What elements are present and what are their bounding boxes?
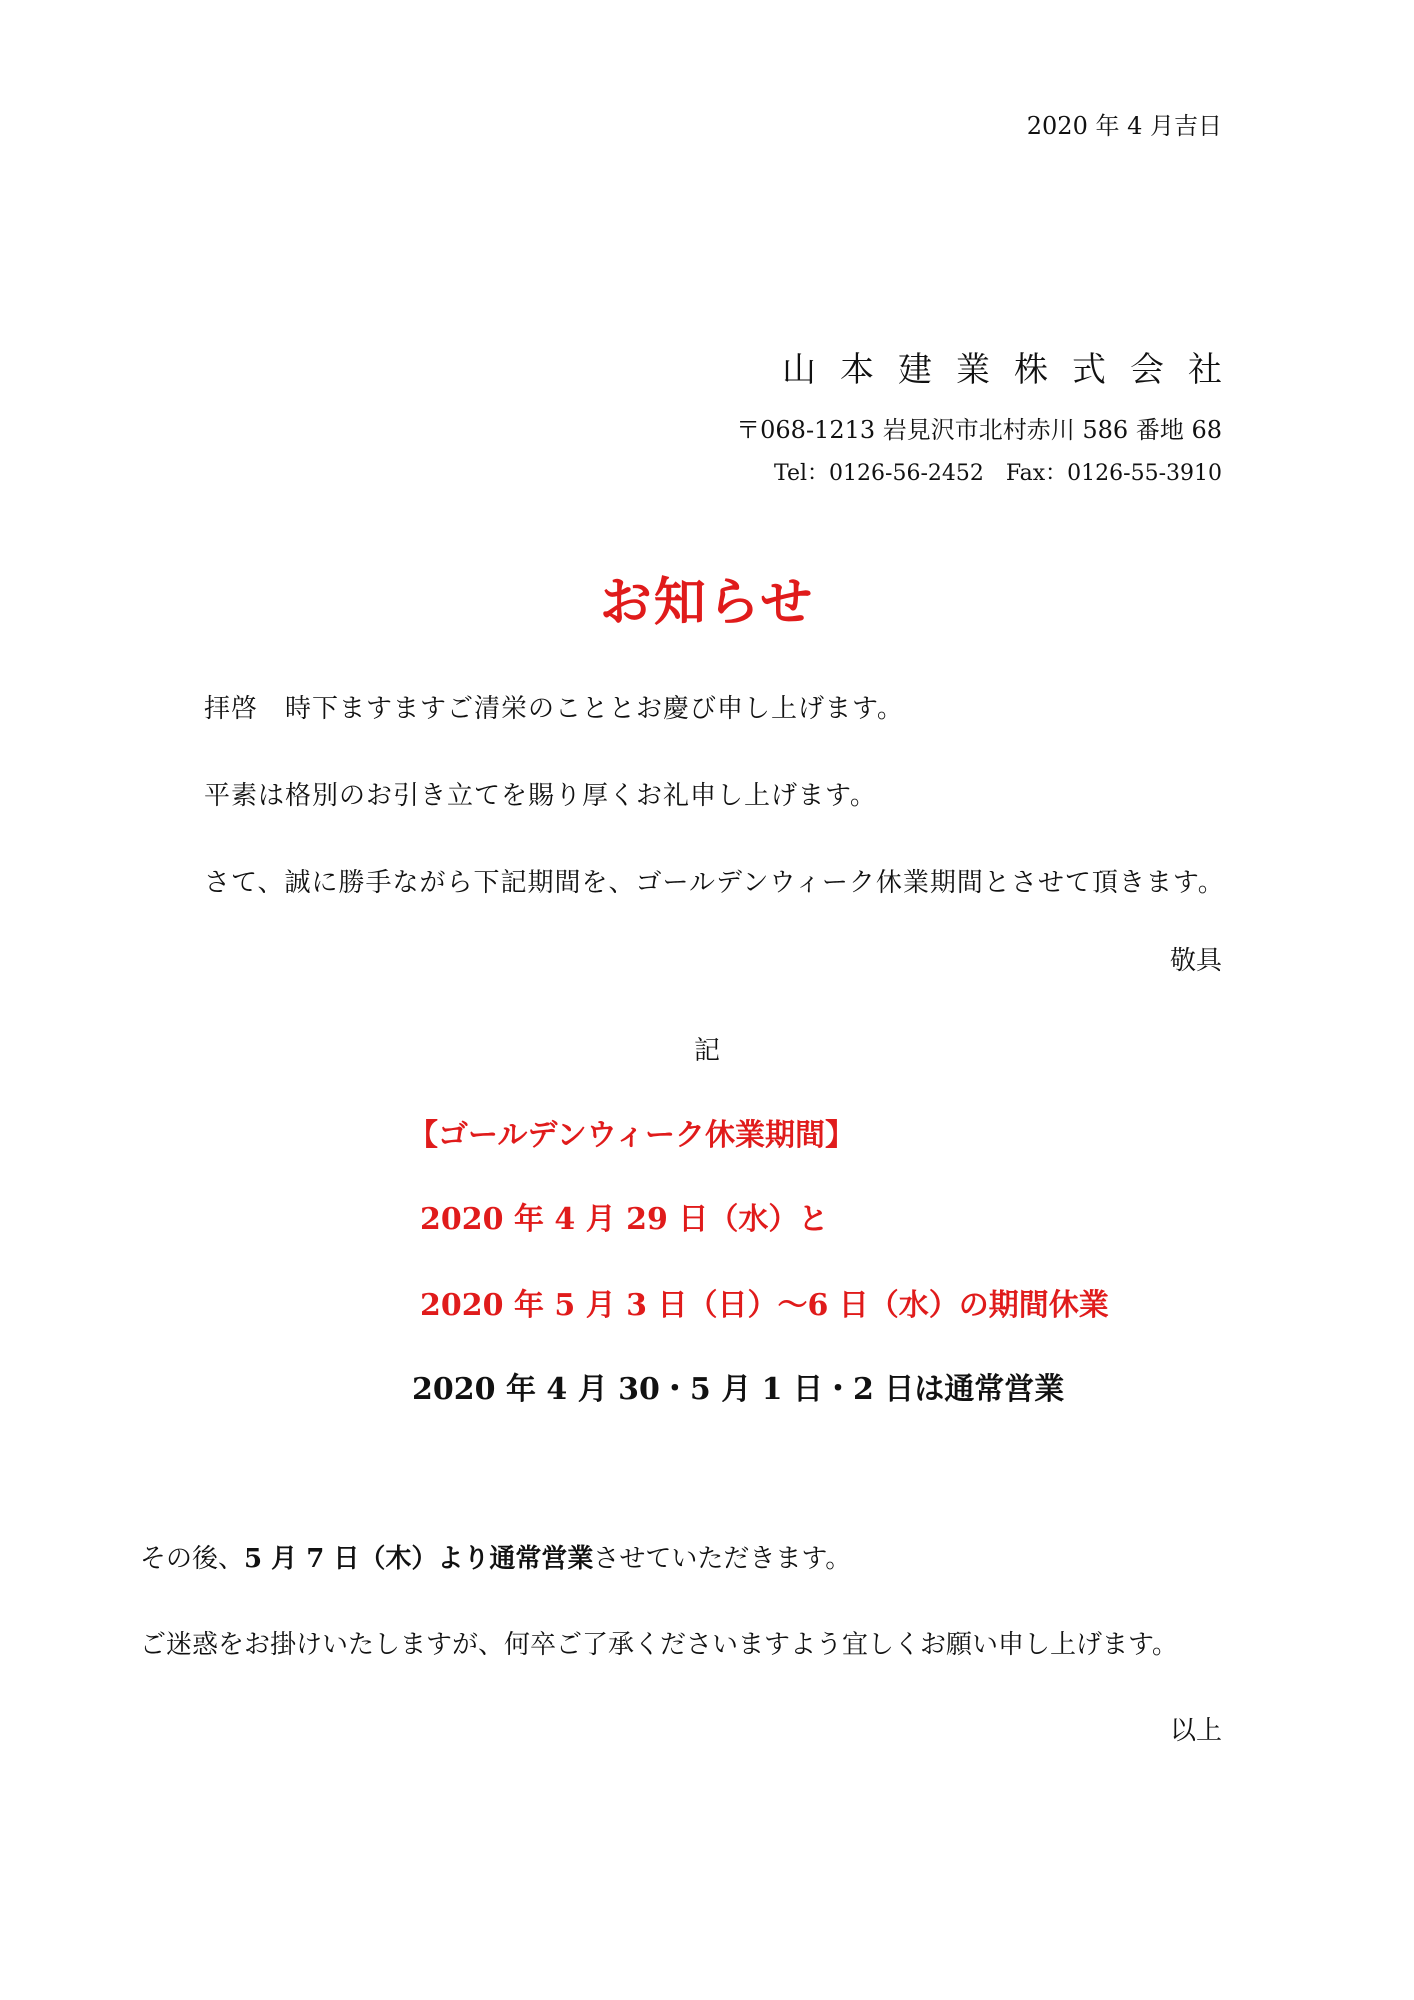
announcement-line: さて、誠に勝手ながら下記期間を、ゴールデンウィーク休業期間とさせて頂きます。: [204, 868, 1225, 898]
issue-date: 2020 年 4 月吉日: [1026, 112, 1222, 140]
holiday-date-1: 2020 年 4 月 29 日（水）と: [420, 1202, 829, 1237]
resume-prefix: その後、: [140, 1544, 245, 1574]
holiday-heading: 【ゴールデンウィーク休業期間】: [408, 1118, 855, 1153]
company-address: 〒068-1213 岩見沢市北村赤川 586 番地 68: [736, 416, 1222, 444]
company-name: 山本建業株式会社: [782, 350, 1246, 390]
thanks-line: 平素は格別のお引き立てを賜り厚くお礼申し上げます。: [204, 781, 877, 811]
apology-line: ご迷惑をお掛けいたしますが、何卒ご了承くださいますよう宜しくお願い申し上げます。: [140, 1630, 1178, 1660]
holiday-date-2: 2020 年 5 月 3 日（日）～6 日（水）の期間休業: [420, 1288, 1109, 1323]
end-marker: 以上: [1169, 1716, 1222, 1746]
greeting-line: 拝啓 時下ますますご清栄のこととお慶び申し上げます。: [204, 694, 904, 724]
notice-title: お知らせ: [599, 572, 815, 633]
ki-marker: 記: [693, 1036, 720, 1066]
resume-suffix: させていただきます。: [593, 1544, 852, 1574]
company-contact: Tel：0126-56-2452 Fax：0126-55-3910: [774, 461, 1222, 486]
resume-line: [140, 1538, 851, 1575]
resume-date: 5 月 7 日（木）より通常営業: [244, 1544, 594, 1574]
closing-keigu: 敬具: [1169, 946, 1222, 976]
business-days-line: 2020 年 4 月 30・5 月 1 日・2 日は通常営業: [412, 1372, 1065, 1407]
